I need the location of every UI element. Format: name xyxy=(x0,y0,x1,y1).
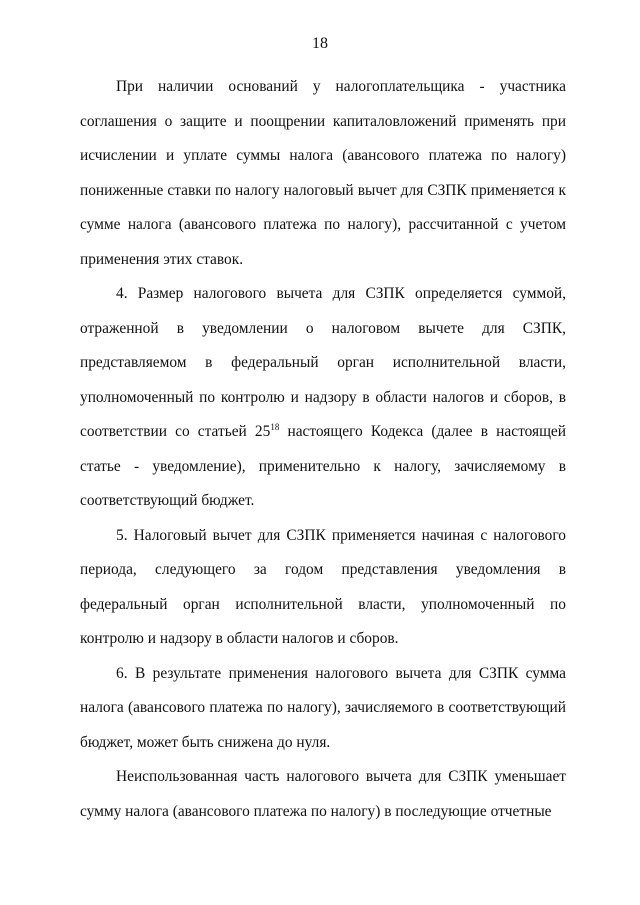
paragraph-4-text-after: настоящего Кодекса (далее в настоящей статье - уведомление), применительно к налогу, зачисляемому в соответствующий бюджет. xyxy=(80,423,566,509)
paragraph-intro: При наличии оснований у налогоплательщика - участника соглашения о защите и поощрении капиталовложений применять при исчислении и уплате суммы налога (авансового платежа по налогу) пониженные ставки по налогу налоговый вычет для СЗПК применяется к сумме налога (авансового платежа по налогу), рассчитанной с учетом применения этих ставок. xyxy=(80,78,566,268)
paragraph-4-superscript: 18 xyxy=(270,422,280,432)
paragraph-6: 6. В результате применения налогового вычета для СЗПК сумма налога (авансового платежа по налогу), зачисляемого в соответствующий бюджет, может быть снижена до нуля. xyxy=(80,664,566,751)
paragraph-4-text-before: 4. Размер налогового вычета для СЗПК определяется суммой, отраженной в уведомлении о налоговом вычете для СЗПК, представляемом в федеральный орган исполнительной власти, уполномоченный по контролю и надзору в области налогов и сборов, в соответствии со статьей 25 xyxy=(80,285,566,440)
page-number: 18 xyxy=(312,35,328,52)
paragraph-unused-part: Неиспользованная часть налогового вычета для СЗПК уменьшает сумму налога (авансового платежа по налогу) в последующие отчетные xyxy=(80,768,566,820)
paragraph-4 xyxy=(80,277,566,519)
document-body xyxy=(80,70,566,829)
paragraph-5: 5. Налоговый вычет для СЗПК применяется начиная с налогового периода, следующего за годом представления уведомления в федеральный орган исполнительной власти, уполномоченный по контролю и надзору в области налогов и сборов. xyxy=(80,526,566,647)
